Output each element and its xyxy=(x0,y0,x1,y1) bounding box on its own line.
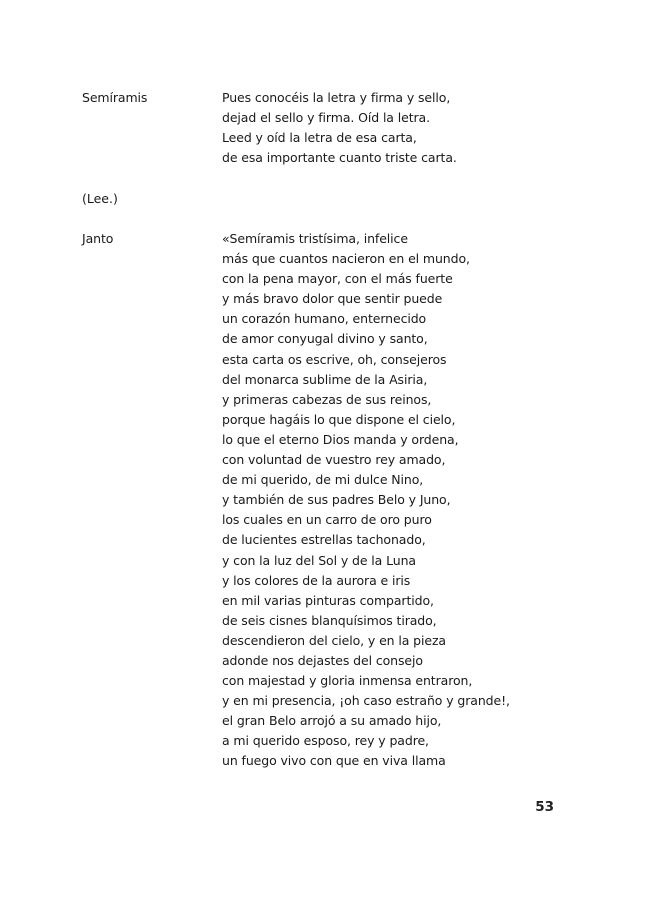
verse-line: adonde nos dejastes del consejo xyxy=(222,652,423,668)
verse-line: Pues conocéis la letra y firma y sello, xyxy=(222,90,451,105)
verse-line: y primeras cabezas de sus reinos, xyxy=(222,391,432,407)
stage-direction: (Lee.) xyxy=(82,191,118,206)
verse-line: con majestad y gloria inmensa entraron, xyxy=(222,673,473,689)
verse-line: y los colores de la aurora e iris xyxy=(222,572,411,588)
verse-line: a mi querido esposo, rey y padre, xyxy=(222,733,429,749)
verse-line: lo que el eterno Dios manda y ordena, xyxy=(222,431,459,447)
speaker-name: Semíramis xyxy=(82,90,148,105)
verse-line: con la pena mayor, con el más fuerte xyxy=(222,271,453,287)
page-number: 53 xyxy=(535,799,554,815)
verse-block xyxy=(222,229,510,772)
verse-line: de lucientes estrellas tachonado, xyxy=(222,532,426,548)
verse-line: más que cuantos nacieron en el mundo, xyxy=(222,251,470,267)
verse-line: y también de sus padres Belo y Juno, xyxy=(222,492,451,508)
speaker-name: Janto xyxy=(82,231,114,246)
verse-line: Leed y oíd la letra de esa carta, xyxy=(222,130,417,146)
verse-line: de esa importante cuanto triste carta. xyxy=(222,150,457,166)
verse-block xyxy=(222,88,457,168)
verse-line: dejad el sello y firma. Oíd la letra. xyxy=(222,110,430,126)
verse-line: del monarca sublime de la Asiria, xyxy=(222,371,428,387)
verse-line: de amor conyugal divino y santo, xyxy=(222,331,428,347)
verse-line: y con la luz del Sol y de la Luna xyxy=(222,552,416,568)
verse-line: un fuego vivo con que en viva llama xyxy=(222,753,446,769)
verse-line: esta carta os escrive, oh, consejeros xyxy=(222,351,447,367)
verse-line: de seis cisnes blanquísimos tirado, xyxy=(222,612,437,628)
verse-line: en mil varias pinturas compartido, xyxy=(222,592,434,608)
verse-line: y en mi presencia, ¡oh caso estraño y grande!, xyxy=(222,693,510,709)
verse-line: con voluntad de vuestro rey amado, xyxy=(222,452,446,468)
verse-line: descendieron del cielo, y en la pieza xyxy=(222,632,446,648)
verse-line: los cuales en un carro de oro puro xyxy=(222,512,432,528)
verse-line: el gran Belo arrojó a su amado hijo, xyxy=(222,713,442,729)
verse-line: y más bravo dolor que sentir puede xyxy=(222,291,443,307)
verse-line: porque hagáis lo que dispone el cielo, xyxy=(222,411,456,427)
verse-line: de mi querido, de mi dulce Nino, xyxy=(222,472,424,488)
verse-line: un corazón humano, enternecido xyxy=(222,311,427,327)
verse-line: «Semíramis tristísima, infelice xyxy=(222,231,408,246)
